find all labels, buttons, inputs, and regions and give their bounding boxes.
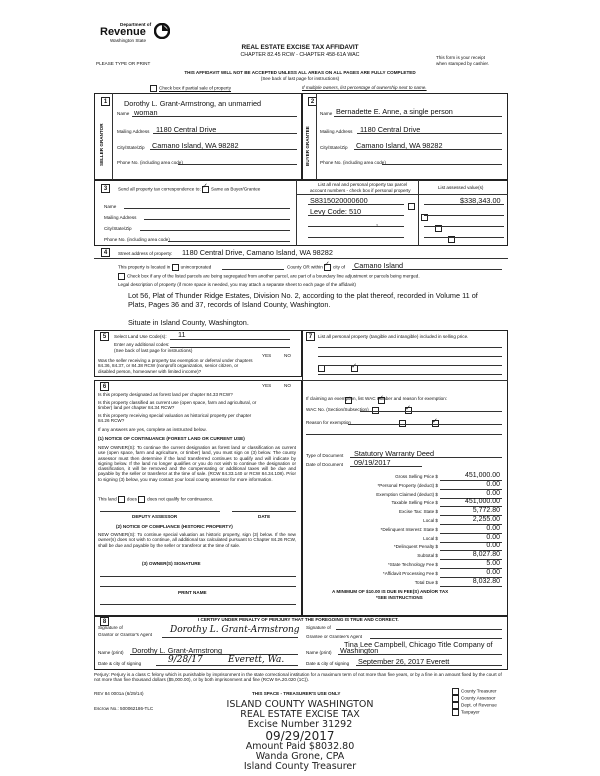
additional-codes-2: (See back of last page for instructions) <box>114 348 193 353</box>
buyer-city-label: City/State/Zip <box>320 145 348 150</box>
historic-title: (2) NOTICE OF COMPLIANCE (HISTORIC PROPERTY) <box>116 524 233 529</box>
grantor-name-label: Name (print) <box>98 650 124 655</box>
segregated-note: Check box if any of the listed parcels are being segregated from another parcel, are part of a boundary line adjustment or parcels being merged. <box>118 273 420 280</box>
partial-sale-label: Check box if partial sale of property <box>159 85 232 91</box>
tax-line-value[interactable]: 0.00 <box>486 524 500 532</box>
continuance-body: NEW OWNER(S): To continue the current designation as forest land or classification as current use (open space, farm and agriculture, or timber) land, you must sign on (3) below. The county assessor must then determine if the land transferred continues to qualify and will indicate by signing below. If the land no longer qualifies or you do not wish to continue the designation or classification, it will be removed and the compensating or additional taxes will be due and payable by the seller or transferor at the time of sale. (RCW 84.33.140 or RCW 84.34.108). Prior to signing (3) below, you may contact your local county assessor for more information. <box>98 445 296 482</box>
send-correspondence-label: Send all property tax correspondence to: ✓ Same as Buyer/Grantee <box>118 186 260 193</box>
seller-side-label: SELLER GRANTOR <box>99 123 104 166</box>
section-4-number: 4 <box>101 248 110 257</box>
seller-name-2[interactable]: woman <box>134 108 158 117</box>
s6-q3: Is this property receiving special valuation as historical property per chapter 84.26 RCW? <box>98 413 252 424</box>
grantor-sig-of: Signature of <box>98 625 123 630</box>
located-in: This property is located in unincorporated <box>118 264 212 270</box>
tax-line-label: *Personal Property (deduct) $ <box>377 482 438 488</box>
treasurer-stamp <box>200 700 400 772</box>
grantee-name-label: Name (print) <box>306 650 332 655</box>
multiple-owners: If multiple owners, list percentage of ownership next to name. <box>302 85 427 90</box>
dor-swirl-icon <box>154 23 170 39</box>
exemption-label: If claiming an exemption, list WAC number and reason for exemption: <box>306 396 448 401</box>
tax-line-value[interactable]: 451,000.00 <box>464 498 500 506</box>
tax-line-label: Local $ <box>423 535 438 541</box>
tax-line-label: *Affidavit Processing Fee $ <box>382 570 438 576</box>
tax-line-value[interactable]: 5.00 <box>486 560 500 567</box>
parcel-2[interactable]: Levy Code: 510 <box>310 207 362 216</box>
doc-date[interactable]: 09/19/2017 <box>354 458 391 467</box>
parcel-3[interactable]: , <box>376 218 379 227</box>
tax-line-label: Gross Selling Price $ <box>395 474 438 479</box>
grantor-date-label: Date & city of signing <box>98 661 142 666</box>
receipt-note-1: This form is your receipt <box>436 55 486 60</box>
s6-no: NO <box>284 383 291 388</box>
dist-dept-revenue[interactable]: Dept. of Revenue <box>452 702 497 709</box>
buyer-name-label: Name <box>320 111 333 116</box>
dist-county-assessor[interactable]: County Assessor <box>452 695 497 702</box>
tax-line-label: Exemption Claimed (deduct) $ <box>376 491 438 497</box>
s6-date: DATE <box>258 514 271 519</box>
tax-line-label: *Delinquent Interest: State $ <box>380 526 438 532</box>
assessed-header: List assessed value(s) <box>438 185 484 190</box>
street-address[interactable]: 1180 Central Drive, Camano Island, WA 98282 <box>182 248 333 257</box>
tax-line-value[interactable]: 8,027.80 <box>472 551 500 559</box>
legal-2[interactable]: Plats, Pages 36 and 37, records of Island County, Washington. <box>128 300 331 309</box>
stamp-line-4: 09/29/2017 <box>265 729 335 743</box>
stamp-line-6: Wanda Grone, CPA <box>255 751 345 762</box>
section-7-number: 7 <box>306 332 315 341</box>
grantee-date-label: Date & city of signing <box>306 661 350 666</box>
tax-line-label: Excise Tax: State $ <box>399 509 438 515</box>
s5-question: Was the seller receiving a property tax exemption or deferral under chapters 84.36, 84.37, or 84.38 RCW (nonprofit organization, senior citizen, or disabled person, homeowner with limited income)? <box>98 358 253 374</box>
perjury-text: Perjury: Perjury is a class C felony which is punishable by imprisonment in the state correctional institution for a maximum term of not more than five years, or by a fine in an amount fixed by the court of not more than five thousand dollars ($5,000.00), or by both imprisonment and fine (RCW 9A.20.020 (1C)). <box>94 672 502 683</box>
wac-label: WAC No. (Section/Subsection) <box>306 407 369 412</box>
warning-1: THIS AFFIDAVIT WILL NOT BE ACCEPTED UNLESS ALL AREAS ON ALL PAGES ARE FULLY COMPLETED <box>184 70 416 75</box>
s3-city-label: City/State/Zip <box>104 226 132 231</box>
tax-line-value[interactable]: 0.00 <box>486 480 500 488</box>
s3-mailing-label: Mailing Address <box>104 215 137 220</box>
warning-2: (See back of last page for instructions) <box>260 76 340 81</box>
s3-name-label: Name <box>104 204 117 209</box>
tax-line-label: *State Technology Fee $ <box>388 562 438 567</box>
buyer-side-label: BUYER GRANTEE <box>305 126 310 166</box>
s5-no: NO <box>284 353 291 358</box>
grantee-date[interactable]: September 26, 2017 Everett <box>358 657 450 666</box>
dist-taxpayer[interactable]: Taxpayer <box>452 709 497 716</box>
same-as-buyer[interactable]: Same as Buyer/Grantee <box>211 186 261 192</box>
grantee-sig-of: Signature of <box>306 625 331 630</box>
tax-line-label: *Delinquent Penalty $ <box>393 544 438 550</box>
seller-name-1[interactable]: Dorothy L. Grant-Armstrong, an unmarried <box>124 99 262 108</box>
print-name: PRINT NAME <box>178 590 207 595</box>
tax-line-value[interactable]: 0.00 <box>486 533 500 541</box>
section-3-number: 3 <box>101 184 110 193</box>
grantor-signature[interactable]: Dorothy L. Grant-Armstrong <box>170 625 300 635</box>
legal-label: Legal description of property (if more space is needed, you may attach a separate sheet to each page of the affidavit) <box>118 282 356 287</box>
dept-name: Revenue <box>100 26 146 39</box>
list-header-2: account numbers - check box if personal property <box>310 188 411 193</box>
stamp-line-5: Amount Paid $8032.80 <box>245 741 355 752</box>
additional-codes-1: Enter any additional codes: <box>114 342 170 347</box>
seller-city-label: City/State/Zip <box>117 145 145 150</box>
grantor-agent-label: Grantor or Grantor's Agent <box>98 632 152 637</box>
county-or-within: County OR within ✓ city of <box>287 264 345 271</box>
stamp-line-3: Excise Number 31292 <box>247 719 353 730</box>
dist-list <box>452 688 497 716</box>
reason-label: Reason for exemption <box>306 420 351 425</box>
assessed-value[interactable]: $338,343.00 <box>460 196 501 205</box>
historic-body: NEW OWNER(S): To continue special valuation as historic property, sign (3) below. If the new owner(s) does not wish to continue, all additional tax calculated pursuant to Chapter 84.26 RCW, shall be due and payable by the seller or transferor at the time of sale. <box>98 532 296 548</box>
land-use-label: Select Land Use Code(s): <box>114 334 167 339</box>
tax-line-value[interactable]: 5,772.80 <box>472 507 500 515</box>
grantee-agent-label: Grantee or Grantee's Agent <box>306 634 363 639</box>
stamp-line-1: ISLAND COUNTY WASHINGTON <box>226 699 374 710</box>
grantor-date[interactable]: 9/28/17 <box>168 655 203 665</box>
section-5-number: 5 <box>100 332 109 341</box>
legal-1[interactable]: Lot 56, Plat of Thunder Ridge Estates, Division No. 2, according to the plat thereof, recorded in Volume 11 of <box>128 291 478 300</box>
dept-state: Washington State <box>110 38 147 44</box>
minimum-2: *SEE INSTRUCTIONS <box>376 595 423 600</box>
parcel-1-personal[interactable] <box>408 203 415 210</box>
section-6-number: 6 <box>100 382 109 391</box>
s6-note: If any answers are yes, complete as instructed below. <box>98 427 207 432</box>
tax-line-value[interactable]: 0.00 <box>486 568 500 576</box>
tax-line-value[interactable]: 2,255.00 <box>472 516 500 523</box>
dor-logo <box>96 22 176 44</box>
dept-of: Department of <box>120 22 152 27</box>
parcel-1[interactable]: S8315020000600 <box>310 196 368 205</box>
receipt-note-2: when stamped by cashier. <box>436 61 490 66</box>
section-1-number: 1 <box>101 97 110 106</box>
owner-signature: (3) OWNER(S) SIGNATURE <box>142 561 201 566</box>
treasurer-use: THIS SPACE - TREASURER'S USE ONLY <box>252 691 341 696</box>
grantee-name[interactable]: Washington <box>340 646 379 655</box>
city-of-value[interactable]: Camano Island <box>354 261 404 270</box>
seller-name-label: Name <box>117 111 130 116</box>
legal-3[interactable]: Situate in Island County, Washington. <box>128 318 249 327</box>
section-2-number: 2 <box>308 97 317 106</box>
tax-line-value[interactable]: 0.00 <box>486 542 500 550</box>
s6-yes: YES <box>262 383 272 388</box>
tax-line-value[interactable]: 8,032.80 <box>472 577 500 585</box>
form-chapter: CHAPTER 82.45 RCW - CHAPTER 458-61A WAC <box>240 52 360 58</box>
grantee-agent-name[interactable]: Tina Lee Campbell, Chicago Title Company of <box>344 640 493 649</box>
buyer-mailing-label: Mailing Address <box>320 129 353 134</box>
seller-city[interactable]: Camano Island, WA 98282 <box>152 141 239 150</box>
section-8-number: 8 <box>100 617 109 626</box>
doc-type[interactable]: Statutory Warranty Deed <box>354 449 435 458</box>
please-type: PLEASE TYPE OR PRINT <box>96 61 151 66</box>
list-header-1: List all real and personal property tax parcel <box>318 182 408 187</box>
buyer-phone-label: Phone No. (including area code) <box>320 160 386 165</box>
land-does: This land does does not qualify for continuance. <box>98 496 214 502</box>
grantor-city[interactable]: Everett, Wa. <box>228 655 285 665</box>
s6-q2: Is this property classified as current use (open space, farm and agricultural, or timber) land per chapter 84.34 RCW? <box>98 400 257 411</box>
street-label: Street address of property: <box>118 251 173 256</box>
tax-line-label: Taxable Selling Price $ <box>391 500 438 506</box>
dist-county-treasurer[interactable]: County Treasurer <box>452 688 497 695</box>
s6-q1: Is this property designated as forest land per chapter 84.33 RCW? <box>98 392 233 397</box>
minimum-1: A MINIMUM OF $10.00 IS DUE IN FEE(S) AND/OR TAX <box>332 589 449 594</box>
tax-line-value[interactable]: 451,000.00 <box>464 472 500 479</box>
tax-line-label: Total Due $ <box>414 579 438 585</box>
certify: I CERTIFY UNDER PENALTY OF PERJURY THAT THE FOREGOING IS TRUE AND CORRECT. <box>198 617 399 622</box>
deputy-assessor: DEPUTY ASSESSOR <box>132 514 178 519</box>
rev-number: REV 84 0001a (6/29/14) <box>94 691 144 696</box>
buyer-name[interactable]: Bernadette E. Anne, a single person <box>336 107 453 116</box>
grantor-name[interactable]: Dorothy L. Grant-Armstrong <box>132 646 223 655</box>
seller-mailing-label: Mailing Address <box>117 129 150 134</box>
stamp-line-7: Island County Treasurer <box>243 761 357 772</box>
partial-sale[interactable] <box>150 85 231 92</box>
stamp-line-2: REAL ESTATE EXCISE TAX <box>240 709 360 720</box>
continuance-title: (1) NOTICE OF CONTINUANCE (FOREST LAND OR CURRENT USE) <box>98 436 245 441</box>
doc-date-label: Date of Document <box>306 462 344 467</box>
doc-type-label: Type of Document <box>306 453 344 458</box>
personal-property-label: List all personal property (tangible and intangible) included in selling price. <box>318 334 469 339</box>
form-title: REAL ESTATE EXCISE TAX AFFIDAVIT <box>241 44 359 51</box>
s5-yes: YES <box>262 353 272 358</box>
land-use-code[interactable]: 11 <box>178 330 186 339</box>
escrow-no: Escrow No.: 500062186-TLC <box>94 706 154 711</box>
tax-line-rule <box>440 586 502 587</box>
buyer-mailing[interactable]: 1180 Central Drive <box>360 125 421 134</box>
seller-phone-label: Phone No. (including area code) <box>117 160 183 165</box>
tax-line-value[interactable]: 0.00 <box>486 489 500 497</box>
tax-line-label: Subtotal $ <box>417 553 438 559</box>
seller-mailing[interactable]: 1180 Central Drive <box>156 125 217 134</box>
buyer-city[interactable]: Camano Island, WA 98282 <box>356 141 443 150</box>
tax-line-label: Local $ <box>423 518 438 523</box>
s3-phone-label: Phone No. (including area code) <box>104 237 170 242</box>
